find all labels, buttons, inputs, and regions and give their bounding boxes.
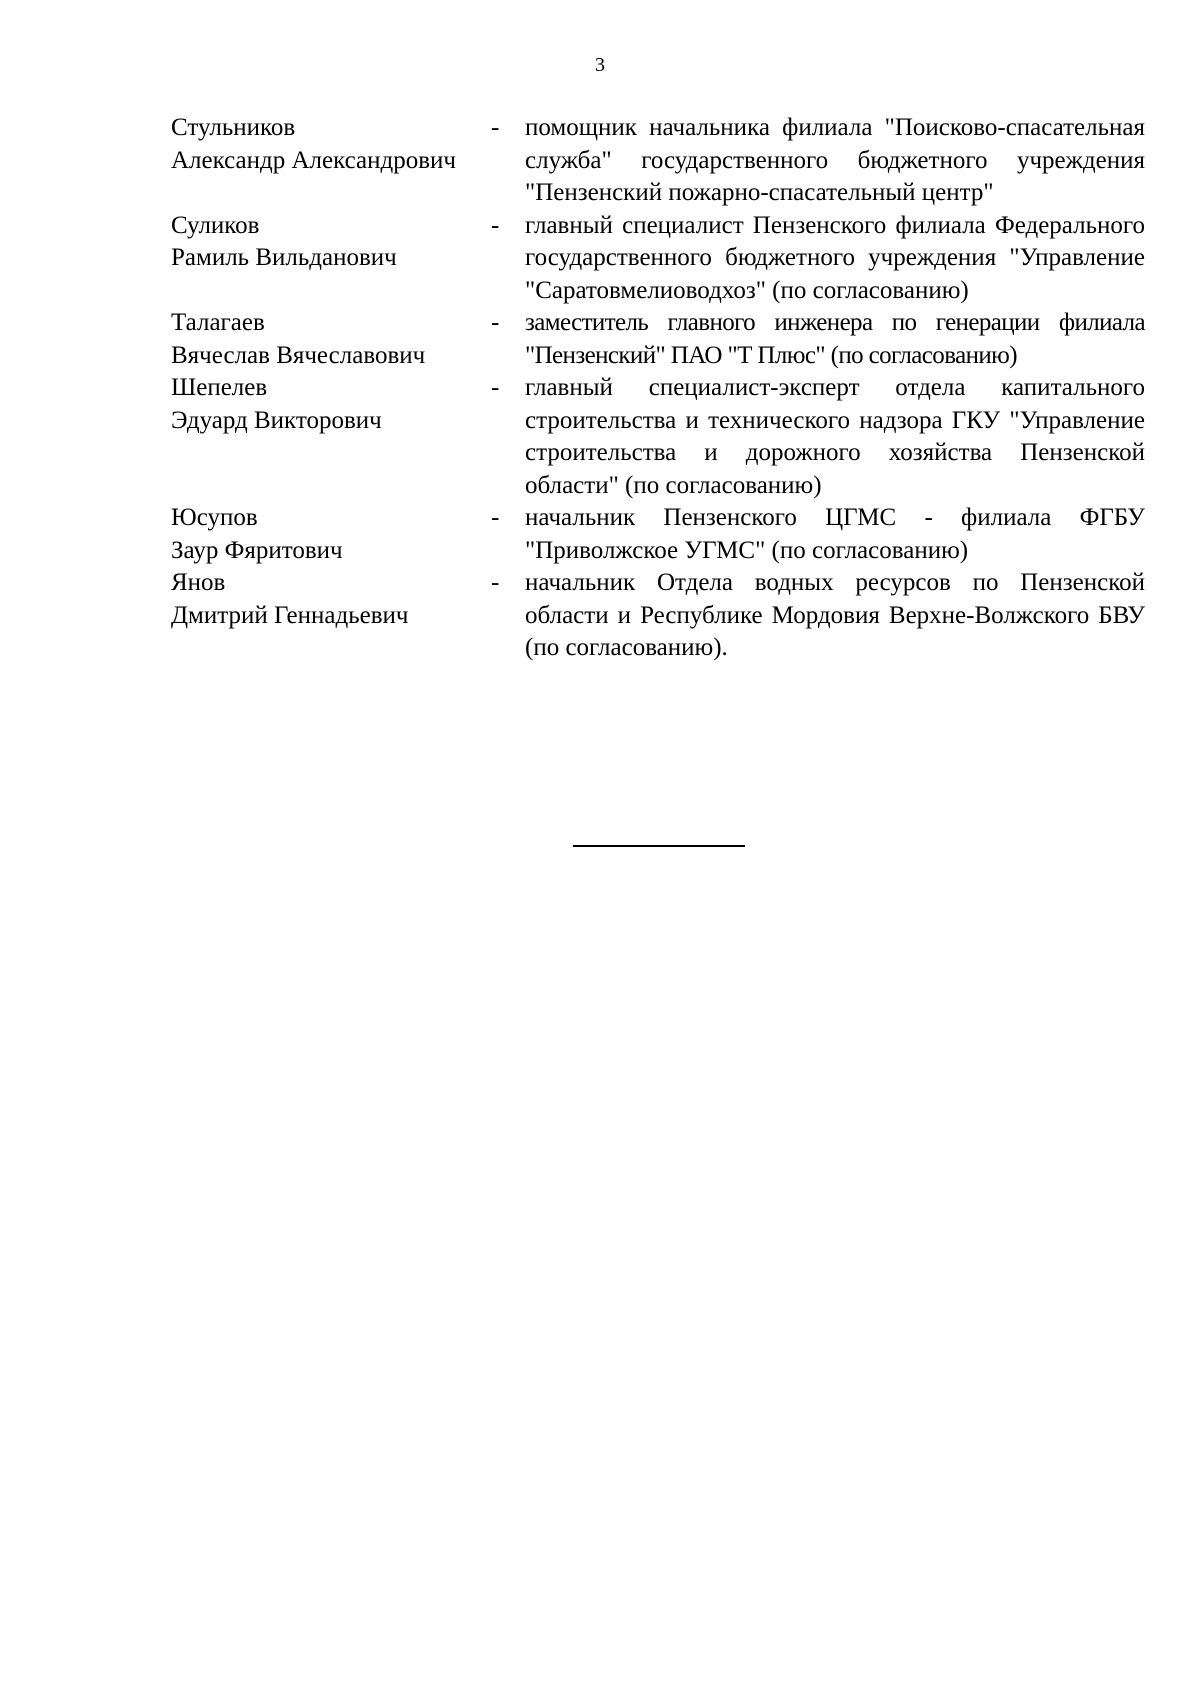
given-names: Заур Фяритович — [171, 536, 343, 564]
position-description: главный специалист Пензенского филиала Федерального государственного бюджетного учреждения "Управление "Саратовмелиоводхоз" (по согласованию) — [525, 211, 1145, 304]
person-name — [171, 372, 491, 437]
list-item — [171, 372, 1145, 502]
person-name — [171, 307, 491, 372]
dash-separator: - — [491, 309, 500, 336]
dash-separator: - — [491, 569, 500, 596]
position-description: заместитель главного инженера по генерации филиала "Пензенский" ПАО "Т Плюс" (по согласованию) — [525, 309, 1145, 369]
page-number: 3 — [595, 54, 605, 76]
list-item — [171, 307, 1145, 372]
position-description: начальник Пензенского ЦГМС - филиала ФГБУ "Приволжское УГМС" (по согласованию) — [525, 504, 1145, 564]
dash-separator: - — [491, 114, 500, 141]
end-divider-line — [573, 845, 745, 847]
dash-separator: - — [491, 504, 500, 531]
person-name — [171, 567, 491, 632]
given-names: Эдуард Викторович — [171, 406, 382, 434]
member-list — [171, 112, 1145, 665]
surname: Юсупов — [171, 504, 258, 531]
given-names: Александр Александрович — [171, 146, 456, 174]
list-item — [171, 210, 1145, 308]
surname: Янов — [171, 569, 226, 596]
position-description: главный специалист-эксперт отдела капитального строительства и технического надзора ГКУ "Управление строительства и дорожного хозяйства Пензенской области" (по согласованию) — [525, 374, 1145, 499]
dash-separator: - — [491, 211, 500, 239]
position-description: начальник Отдела водных ресурсов по Пензенской области и Республике Мордовия Верхне-Волжского БВУ (по согласованию). — [525, 569, 1145, 661]
given-names: Дмитрий Геннадьевич — [171, 601, 409, 629]
list-item — [171, 112, 1145, 210]
list-item — [171, 502, 1145, 567]
surname: Шепелев — [171, 374, 268, 401]
given-names: Вячеслав Вячеславович — [171, 341, 426, 369]
person-name — [171, 502, 491, 567]
surname: Талагаев — [171, 309, 265, 336]
person-name — [171, 112, 491, 177]
surname: Суликов — [171, 211, 260, 239]
position-description: помощник начальника филиала "Поисково-спасательная служба" государственного бюджетного учреждения "Пензенский пожарно-спасательный центр" — [525, 114, 1145, 206]
given-names: Рамиль Вильданович — [171, 244, 397, 271]
surname: Стульников — [171, 114, 296, 141]
list-item — [171, 567, 1145, 665]
person-name — [171, 210, 491, 275]
dash-separator: - — [491, 374, 500, 401]
